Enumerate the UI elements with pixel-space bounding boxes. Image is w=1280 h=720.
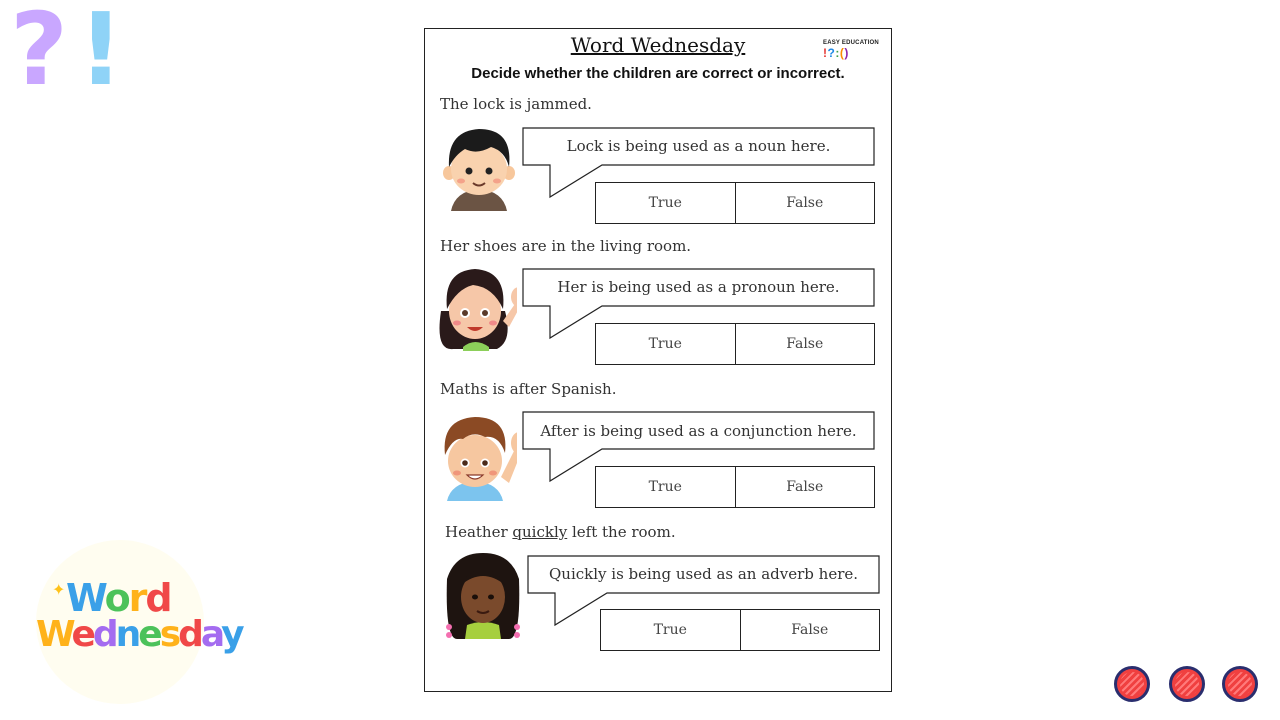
word-wednesday-logo [36, 540, 242, 704]
question-4-underlined-word: quickly [512, 523, 568, 541]
worksheet [424, 28, 892, 692]
question-4-true-option[interactable]: True [601, 610, 741, 650]
nav-button-2[interactable] [1169, 666, 1205, 702]
question-3-statement: After is being used as a conjunction here. [540, 422, 857, 440]
question-3-false-option[interactable]: False [786, 479, 824, 495]
question-2-answer-box [595, 323, 875, 365]
question-1-statement: Lock is being used as a noun here. [566, 137, 831, 155]
question-2-false-option[interactable]: False [786, 336, 824, 352]
instructions: Decide whether the children are correct or incorrect. [471, 65, 845, 82]
question-4-false-option[interactable]: False [791, 622, 829, 638]
question-1-sentence: The lock is jammed. [440, 95, 592, 113]
easy-education-logo: EASY EDUCATION !?:() [823, 40, 879, 60]
sparkle-icon: ✦ [52, 580, 66, 599]
question-1-answer-box [595, 182, 875, 224]
question-1-true-option[interactable]: True [596, 183, 736, 223]
logo-wednesday-line: Wednesday [36, 614, 242, 655]
question-2-true-option[interactable]: True [596, 324, 736, 364]
nav-button-3[interactable] [1222, 666, 1258, 702]
exclamation-mark-icon: ! [78, 0, 124, 108]
question-3-answer-box [595, 466, 875, 508]
girl-braids-avatar [441, 549, 525, 639]
question-2-sentence: Her shoes are in the living room. [440, 237, 692, 255]
boy-avatar [437, 121, 521, 211]
question-4-sentence: Heather quickly left the room. [445, 523, 676, 541]
question-4-answer-box [600, 609, 880, 651]
nav-button-1[interactable] [1114, 666, 1150, 702]
question-mark-icon: ? [10, 0, 69, 108]
question-4-statement: Quickly is being used as an adverb here. [548, 565, 859, 583]
girl-avatar [433, 261, 517, 351]
question-1-false-option[interactable]: False [786, 195, 824, 211]
worksheet-title: Word Wednesday [570, 33, 746, 57]
logo-word-line: Word [66, 576, 171, 620]
question-2-statement: Her is being used as a pronoun here. [557, 278, 840, 296]
question-3-true-option[interactable]: True [596, 467, 736, 507]
question-3-sentence: Maths is after Spanish. [440, 380, 617, 398]
boy-waving-avatar [433, 411, 517, 501]
